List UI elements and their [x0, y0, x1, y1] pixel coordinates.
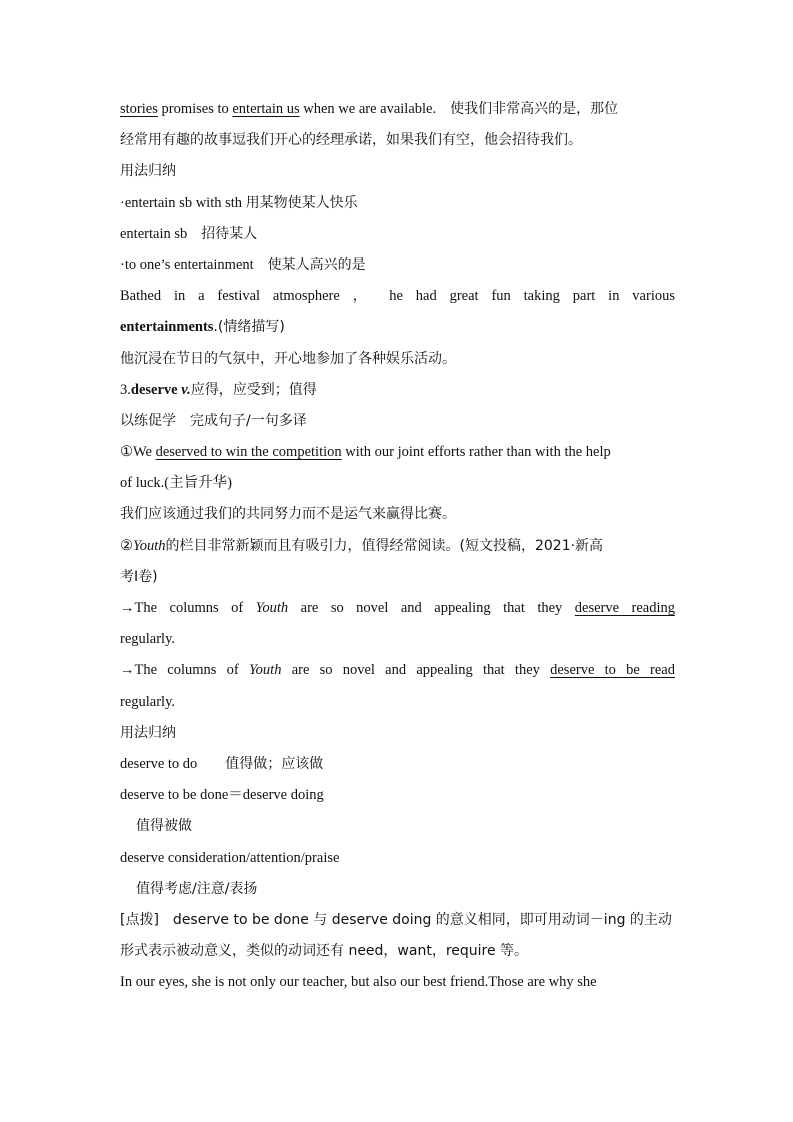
text-run: 的栏目非常新颖而且有吸引力，值得经常阅读。(短文投稿，2021·新高 [165, 537, 604, 554]
section-heading: 用法归纳 [120, 724, 176, 741]
usage-item [120, 224, 675, 255]
tip-text: deserve to be done 与 deserve doing 的意义相同，即可用动词－ing 的主动 [158, 911, 672, 928]
underlined-phrase: entertain us [232, 101, 300, 117]
usage-item: deserve consideration/attention/praise [120, 849, 340, 866]
usage-meaning: 使某人高兴的是 [253, 256, 366, 273]
text-run: are so novel and appealing that they [281, 662, 551, 679]
tip-label: [点拨] [120, 911, 159, 928]
paragraph-line: 经常用有趣的故事逗我们开心的经理承诺，如果我们有空，他会招待我们。 [120, 132, 582, 149]
note: .(情绪描写) [213, 319, 285, 336]
entry-number: 3. [120, 381, 131, 398]
text-run: ② [120, 537, 133, 554]
usage-meaning: 值得做；应该做 [197, 755, 324, 772]
answer-line: regularly. [120, 631, 176, 648]
keyword: deserve [130, 381, 178, 398]
example-sentence [120, 317, 675, 348]
text-run: →The columns of [120, 600, 256, 616]
exercise-line [120, 536, 675, 567]
usage-phrase: ·to one’s entertainment [120, 256, 254, 273]
usage-phrase: ·entertain sb with sth [120, 194, 246, 211]
usage-phrase: deserve to do [120, 755, 198, 772]
exercise-line [120, 442, 675, 473]
exercise-line: of luck.(主旨升华) [120, 475, 232, 492]
example-sentence: Bathed in a festival atmosphere ， he had great fun taking part in various [120, 288, 675, 305]
translation-line: 他沉浸在节日的气氛中，开心地参加了各种娱乐活动。 [120, 350, 456, 367]
chinese-translation: 使我们非常高兴的是，那位 [436, 101, 619, 117]
part-of-speech: v. [177, 381, 191, 398]
text-run: are so novel and appealing that they [288, 600, 575, 616]
text-run: →The columns of [120, 662, 249, 679]
exercise-line: 考Ⅰ卷) [120, 568, 158, 585]
section-heading: 以练促学 完成句子/一句多译 [120, 412, 307, 429]
paragraph-line [120, 99, 675, 130]
text-run: promises to [157, 101, 233, 117]
translation-line: 我们应该通过我们的共同努力而不是运气来赢得比赛。 [120, 506, 456, 523]
vocab-entry-heading [120, 380, 675, 411]
answer-line: regularly. [120, 693, 176, 710]
keyword: entertainments [120, 319, 214, 336]
usage-item [120, 193, 675, 224]
paragraph-line: In our eyes, she is not only our teacher, but also our best friend.Those are why she [120, 974, 597, 991]
usage-item [120, 255, 675, 286]
text-run: ①We [120, 444, 156, 461]
usage-meaning: 用某物使某人快乐 [245, 194, 358, 211]
underlined-phrase: stories [120, 101, 158, 117]
usage-phrase: entertain sb [120, 225, 188, 242]
text-run: with our joint efforts rather than with the help [341, 444, 611, 461]
answer-line [120, 598, 675, 629]
document-body [120, 99, 675, 1003]
usage-meaning: 招待某人 [187, 225, 258, 242]
underlined-phrase: deserve to be read [550, 662, 675, 679]
usage-item [120, 754, 675, 785]
usage-meaning: 值得被做 [136, 818, 192, 835]
tip-line [120, 910, 675, 941]
tip-line: 形式表示被动意义，类似的动词还有 need，want，require 等。 [120, 943, 529, 960]
definition: 应得，应受到；值得 [190, 381, 317, 398]
usage-meaning: 值得考虑/注意/表扬 [136, 880, 258, 897]
section-heading: 用法归纳 [120, 163, 176, 180]
answer-line [120, 660, 675, 691]
usage-item: deserve to be done＝deserve doing [120, 787, 324, 804]
underlined-phrase: deserved to win the competition [155, 444, 342, 461]
underlined-phrase: deserve reading [574, 600, 675, 616]
text-run: when we are available. [299, 101, 437, 117]
italic-title: Youth [255, 600, 289, 616]
italic-title: Youth [133, 537, 166, 554]
italic-title: Youth [248, 662, 282, 679]
